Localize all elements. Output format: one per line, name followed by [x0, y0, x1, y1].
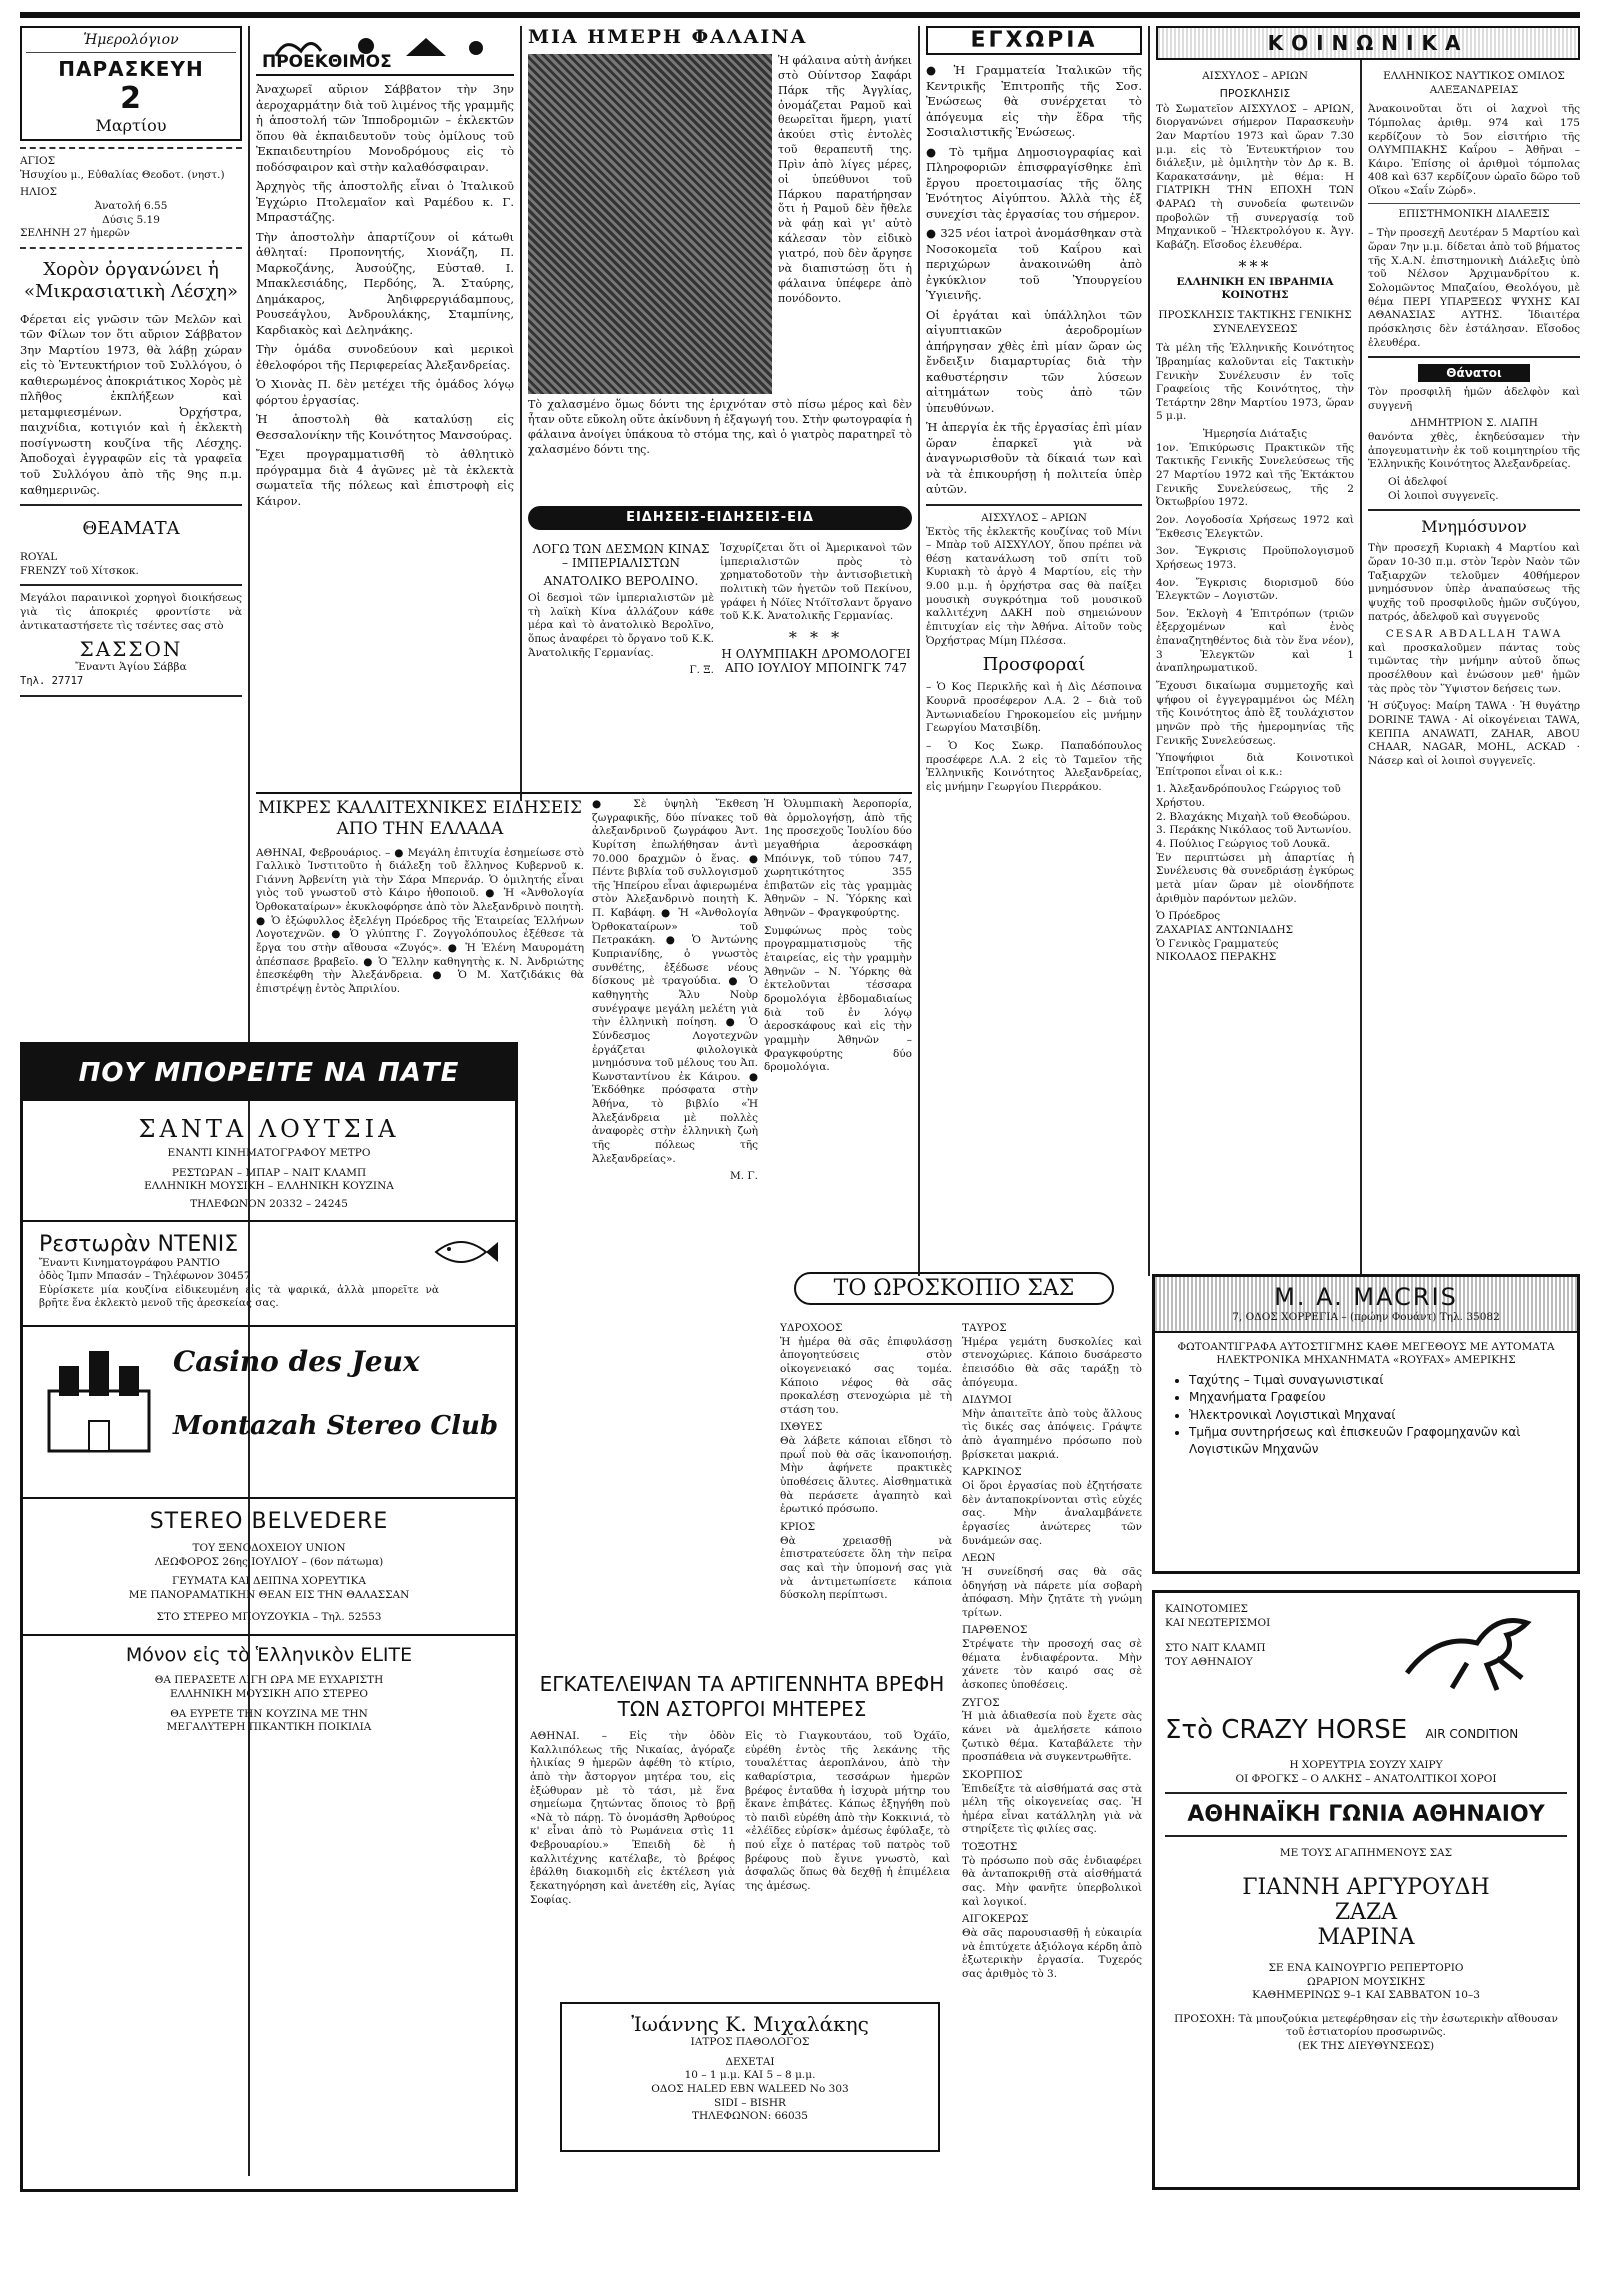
koinonika-title: ΚΟΙΝΩΝΙΚΑ	[1267, 31, 1469, 55]
column-rule	[520, 26, 522, 801]
agenda-list	[1156, 442, 1354, 676]
horoscope-text: Οἱ ὅροι ἐργασίας ποὺ ἐζητήσατε δὲν ἀνταποκρίνονται στὶς εὐχές σας. Μὴν ἀναλαμβάνετε ἐργασίες ἀνώτερες τῶν δυνάμεών σας.	[962, 1480, 1142, 1547]
doctor-ad	[560, 2002, 940, 2152]
athinaiou-l2: ΣΕ ΕΝΑ ΚΑΙΝΟΥΡΓΙΟ ΡΕΠΕΡΤΟΡΙΟ	[1268, 1961, 1464, 1974]
casino-l2: Montazah Stereo Club	[173, 1411, 499, 1442]
theama-title: ΘΕΑΜΑΤΑ	[82, 518, 180, 540]
horoscope-text: Θὰ σᾶς παρουσιασθῇ ἡ εὐκαιρία νὰ ἐπιτύχετε ἀξιόλογα κέρδη ἀπὸ ἐξωτερικὴν ἐργασία. Τυχερός σας ἀριθμὸς τὸ 3.	[962, 1926, 1142, 1980]
egxoria-title: ΕΓΧΩΡΙΑ	[926, 26, 1142, 55]
sasson-phone: Τηλ. 27717	[20, 674, 84, 687]
horoscope-sign: ΠΑΡΘΕΝΟΣ	[962, 1624, 1028, 1637]
santa-l2: ΡΕΣΤΩΡΑΝ – ΜΠΑΡ – ΝΑΙΤ ΚΛΑΜΠ	[171, 1166, 367, 1179]
horoscope-col1	[780, 1322, 952, 1662]
vrefi-c1: ΑΘΗΝΑΙ. – Εἰς τὴν ὁδὸν Καλλιπόλεως τῆς Νικαίας, ἀγόραζε ἡλικίας 9 ἡμερῶν ἀφέθη τὸ κτίριο, ἀπὸ τὴν ἄστοργον μητέρα του, εἰς ἐξώθυραν μὲ τὸ τάσι, μὲ ἕνα σημείωμα ζητώντας ὅποιος τὸ βρῇ «Νὰ τὸ πάρῃ. Τὸ ὀνομάσθη Ἀρθούρος κ' εἶναι ἀπὸ τὸ Ρωμάνεια στὶς 11 Φεβρουαρίου.» Ἐπειδὴ δὲ ἡ καλλιτέχνης κατέλαβε, τὸ βρέφος ἐβάλθη διακομιδὴ εἰς ἐκτέλεση γιὰ ξεκατηγόρηση καὶ ἀνετέθη εἰς, Ἀγίας Σοφίας.	[530, 1730, 735, 1906]
vrefi-c2: Εἰς τὸ Γιαγκουτάου, τοῦ Ὀχάϊο, εὑρέθη ἐντὸς τῆς λεκάνης τῆς τουαλέττας ἀεροπλάνου, ἀπὸ τὴν καθαρίστρια, τεσσάρων ἡμερῶν βρέφος ἐνταῦθα ἡ ἰσχυρὰ μήτηρ του ἔκανε ἐπιβάτες. Κάπως ἐξηγήθη ποὺ τὸ παιδὶ εὑρέθη ἀπὸ τὴν Κοκκινιά, τὸ «ἐλέϊδες εὑρίσκ» ἀμέσως ἐφύλαξε, τὸ πού εἶχε ὁ πατέρας τοῦ πατρὸς τοῦ βρέφους ποὺ ἔγινε γνωστὸ, καὶ ἀσφαλῶς ὅπως θὰ δεχθῇ ἡ ἐπιμέλεια της ἀμέσως.	[745, 1730, 950, 1893]
eidiseis-banner	[528, 506, 912, 534]
pou-banner: ΠΟΥ ΜΠΟΡΕΙΤΕ ΝΑ ΠΑΤΕ	[23, 1045, 515, 1101]
candidate-item: 2. Βλαχάκης Μιχαὴλ τοῦ Θεοδώρου.	[1156, 810, 1351, 823]
mikres-c2: ● Σὲ ὑψηλὴ Ἔκθεση ζωγραφικῆς, δύο πίνακες τοῦ ἀλεξανδρινοῦ ζωγράφου Ἀντ. Κυρίτση ἐπωλήθησαν ἀντὶ 70.000 δραχμῶν ὁ ἕνας. ● Πέντε βιβλία τοῦ συλλογισμοῦ τῆς Ἡπείρου εἶναι ἀφιερωμένα στὸν Ἀλεξανδρινὸ ποιητὴ Κ. Π. Καβάφη. ● Ἡ «Ἀνθολογία Ὀρθοκαταίρων» τοῦ Πετρακάκη. ● Ὁ Ἀντώνης Κυπριανίδης, ὁ γνωστὸς συνθέτης, ἐξέδωσε νέους δίσκους μὲ τραγούδια. ● Ὁ καθηγητὴς Ἄλυ Νοὺρ συνέγραψε μεγάλη μελέτη γιὰ τὴν ἐλληνικὴ ποίηση. ● Ὁ Σύνδεσμος Λογοτεχνῶν ἐργάζεται φιλολογικὰ μνημόσυνα τοῦ μέλους του Ἀπ. Κωνσταντίνου ἐκ Κάιρου. ● Ἐκδόθηκε πρόσφατα στὴν Ἀθήνα, τὸ βιβλίο «Ἡ Ἀλεξάνδρεια μὲ πολλὲς ἀναφορὲς στὴν ἑλληνικὴ ζωὴ τῆς πόλεως τῆς Ἀλεξανδρείας».	[592, 798, 758, 1165]
doctor-l4: SIDI – BISHR	[714, 2096, 786, 2109]
candidate-item: 4. Πούλιος Γεώργιος τοῦ Λουκᾶ.	[1156, 838, 1331, 851]
horoscope-text: Στρέψατε τὴν προσοχή σας σὲ θέματα ἐνδιαφέροντα. Μὴν χάνετε τὸν καιρό σας σὲ ἀσκοπες ὑποθέσεις.	[962, 1638, 1142, 1692]
sig2-role: Ὁ Γενικὸς Γραμματεύς	[1156, 937, 1279, 950]
macris-item: • Μηχανήματα Γραφείου	[1189, 1389, 1565, 1406]
prosfores-p2: – Ὁ Κος Σωκρ. Παπαδόπουλος προσέφερε Λ.Α. 2 εἰς τὸ Ταμεῖον τῆς Ἑλληνικῆς Κοινότητος Ἀλεξανδρείας, εἰς μνήμην Γεωργίου Πιερράκου.	[926, 739, 1142, 793]
calendar-day: ΠΑΡΑΣΚΕΥΗ	[58, 57, 204, 81]
top-rule	[20, 12, 1580, 18]
athinaiou-l1: ΜΕ ΤΟΥΣ ΑΓΑΠΗΜΕΝΟΥΣ ΣΑΣ	[1279, 1847, 1453, 1860]
proekt-title: ΠΡΟΕΚΘΙΜΟΣ	[262, 52, 392, 72]
horoscope-text: Ἡμέρα γεμάτη δυσκολίες καὶ στενοχώριες. Κάποιο δυσάρεστο ἐπεισόδιο θὰ σᾶς ταράξῃ τὸ ἀπόγευμα.	[962, 1335, 1142, 1389]
horoscope-text: Θὰ λάβετε κάποιαι εἴδησι τὸ πρωΐ ποὺ θὰ σᾶς ἱκανοποιήσῃ. Μὴν ἀφήνετε πρακτικὲς ὑποθέσεις ἄλυτες. Αἰσθηματικὰ θὰ περάσετε ἀγαπητὸ καὶ ἐρωτικό πρόσωπο.	[780, 1435, 952, 1516]
whale-story	[528, 26, 912, 496]
sasson-address: Ἔναντι Ἁγίου Σάββα	[75, 661, 187, 674]
macris-title: M. A. MACRIS	[1274, 1283, 1458, 1311]
whale-photo	[528, 54, 772, 394]
macris-item: • Ταχύτης – Τιμαὶ συναγωνιστικαί	[1189, 1372, 1565, 1389]
horoscope-sign: ΚΡΙΟΣ	[780, 1520, 816, 1533]
ibrahimia-closing: Ἐν περιπτώσει μὴ ἀπαρτίας ἡ Συνέλευσις θὰ συνεδριάσῃ ἐγκύρως μετὰ μίαν ὥραν μὲ οἱονδήποτε ἀριθμὸν παρόντων μελῶν.	[1156, 851, 1354, 905]
eidiseis-banner-text: ΕΙΔΗΣΕΙΣ-ΕΙΔΗΣΕΙΣ-ΕΙΔ	[528, 506, 912, 530]
candidate-item: 1. Ἀλεξανδρόπουλος Γεώργιος τοῦ Χρήστου.	[1156, 783, 1341, 810]
sun-label: ΗΛΙΟΣ	[20, 186, 57, 199]
proekt-p4: Τὴν ὁμάδα συνοδεύουν καὶ μερικοὶ ἐθελοφόροι τῆς Περιφερείας Ἀλεξανδρείας.	[256, 342, 514, 372]
mikres-title: ΜΙΚΡΕΣ ΚΑΛΛΙΤΕΧΝΙΚΕΣ ΕΙΔΗΣΕΙΣ ΑΠΟ ΤΗΝ ΕΛΛΑΔΑ	[258, 798, 582, 840]
horoscope-sign: ΤΑΥΡΟΣ	[962, 1322, 1007, 1334]
sunrise: Ἀνατολή 6.55	[94, 199, 168, 212]
santa-phone: ΤΗΛΕΦΩΝΟΝ 20332 – 24245	[190, 1197, 348, 1210]
column-proektismos	[256, 26, 514, 786]
olympic-body	[764, 798, 912, 1268]
belvedere-l5: ΣΤΟ ΣΤΕΡΕΟ ΜΠΟΥΖΟΥΚΙΑ – Τηλ. 52553	[156, 1610, 382, 1623]
crazy-l3: ΣΤΟ ΝΑΙΤ ΚΛΑΜΠ	[1165, 1642, 1266, 1655]
aisxylos1-body: Τὸ Σωματεῖον ΑΙΣΧΥΛΟΣ – ΑΡΙΩΝ, διοργανώνει σήμερον Παρασκευὴν 2αν Μαρτίου 1973 καὶ ὥραν 7.30 μ.μ. εἰς τὸ Ἐντευκτήριον του διάλεξιν, μὲ ὁμιλητὴν τὸν Δρ κ. Β. Καρακατσάνην, μὲ θέμα: Η ΓΙΑΤΡΙΚΗ ΤΗΝ ΕΠΟΧΗ ΤΩΝ ΦΑΡΑΩ τὴ συνοδεία φωτεινῶν προβολῶν τῇ συνεργασίᾳ τοῦ Μηχανικοῦ – Ἠλεκτρολόγου κ. Ἀγγ. Καβάζη. Εἴσοδος ἐλευθέρα.	[1156, 102, 1354, 252]
pou-ad-block	[20, 1042, 518, 2192]
horoscope-sign: ΑΙΓΟΚΕΡΩΣ	[962, 1913, 1029, 1926]
column-calendar	[20, 26, 242, 1046]
egxoria-p4: Οἱ ἐργάται καὶ ὑπάλληλοι τῶν αἰγυπτιακῶν ἀεροδρομίων ἀπήργησαν χθὲς ἐπὶ μίαν ὥραν ὡς ἔνδειξιν διαμαρτυρίας διὰ τὴν καθυστέρησιν τῶν λύσεων αἰτημάτων τοὺς ἀπὸ τῶν ὑπευθύνων.	[926, 307, 1142, 415]
koinonika-banner	[1156, 26, 1580, 66]
nautikos-body: Ἀνακοινοῦται ὅτι οἱ λαχνοὶ τῆς Τόμπολας ἀριθμ. 974 καὶ 175 κερδίζουν τὸ 5ον εἰσιτήριο τῆς ΟΛΥΜΠΙΑΚΗΣ Καΐρου – Ἀθῆναι – Κάιρο. Ἐπίσης οἱ ἀριθμοὶ τόμπολας 408 καὶ 637 κερδίζουν ὡραῖο δῶρο τοῦ Οἴκου «Σαΐν Ζώρδ».	[1368, 103, 1580, 198]
theama-film: FRENZY τοῦ Χίτσκοκ.	[20, 564, 139, 577]
column-ibrahimia: ΑΙΣΧΥΛΟΣ – ΑΡΙΩΝ ΠΡΟΣΚΛΗΣΙΣ Τὸ Σωματεῖον ΑΙΣΧΥΛΟΣ – ΑΡΙΩΝ, διοργανώνει σήμερον Παρασκευὴν 2αν Μαρτίου 1973 καὶ ὥραν 7.30 μ.μ. εἰς τὸ Ἐντευκτήριον του διάλεξιν, μὲ ὁμιλητὴν τὸν Δρ κ. Β. Καρακατσάνην, μὲ θέμα: Η ΓΙΑΤΡΙΚΗ ΤΗΝ ΕΠΟΧΗ ΤΩΝ ΦΑΡΑΩ τὴ συνοδεία φωτεινῶν προβολῶν τῇ συνεργασίᾳ τοῦ Μηχανικοῦ – Ἠλεκτρολόγου κ. Ἀγγ. Καβάζη. Εἴσοδος ἐλευθέρα. *** ΕΛΛΗΝΙΚΗ ΕΝ ΙΒΡΑΗΜΙΑ ΚΟΙΝΟΤΗΣ ΠΡΟΣΚΛΗΣΙΣ ΤΑΚΤΙΚΗΣ ΓΕΝΙΚΗΣ ΣΥΝΕΛΕΥΣΕΩΣ Τὰ μέλη τῆς Ἑλληνικῆς Κοινότητος Ἰβραημίας καλοῦνται εἰς Τακτικὴν Γενικὴν Συνέλευσιν ἐν τοῖς Γραφείοις τῆς Κοινότητος, τὴν Τετάρτην 28ην Μαρτίου 1973, ὥραν 5 μ.μ. Ἡμερησία Διάταξις 1ον. Ἐπικύρωσις Πρακτικῶν τῆς Τακτικῆς Γενικῆς Συνελεύσεως τῆς 27 Μαρτίου 1972 καὶ τῆς Ἐκτάκτου Γενικῆς Συνελεύσεως, τῆς 2 Ὀκτωβρίου 1972. 2ον. Λογοδοσία Χρήσεως 1972 καὶ Ἔκθεσις Ἐλεγκτῶν. 3ον. Ἔγκρισις Προϋπολογισμοῦ Χρήσεως 1973. 4ον. Ἔγκρισις διορισμοῦ δύο Ἐλεγκτῶν – Λογιστῶν. 5ον. Ἐκλογὴ 4 Ἐπιτρόπων (τριῶν ἐξερχομένων καὶ ἑνὸς ἐπαναζητηθέντος διὰ τὸν ἕνα νέον), 3 Ἐλεγκτῶν καὶ 1 ἀναπληρωματικοῦ. Ἔχουσι δικαίωμα συμμετοχῆς καὶ ψήφου οἱ ἐγγεγραμμένοι ὡς Μέλη τῆς Κοινότητος ἀπὸ ἓξ τουλάχιστον μηνῶν πρὸ τῆς ἡμερομηνίας τῆς Γενικῆς Συνελεύσεως. Ὑποψήφιοι διὰ Κοινοτικοὶ Ἐπίτροποι εἶναι οἱ κ.κ.: 1. Ἀλεξανδρόπουλος Γεώργιος τοῦ Χρήστου. 2. Βλαχάκης Μιχαὴλ τοῦ Θεοδώρου. 3. Περάκης Νικόλαος τοῦ Ἀντωνίου. 4. Πούλιος Γεώργιος τοῦ Λουκᾶ. Ἐν περιπτώσει μὴ ἀπαρτίας ἡ Συνέλευσις θὰ συνεδριάσῃ ἐγκύρως μετὰ μίαν ὥραν μὲ οἱονδήποτε ἀριθμὸν παρόντων μελῶν. Ὁ Πρόεδρος ΖΑΧΑΡΙΑΣ ΑΝΤΩΝΙΑΔΗΣ Ὁ Γενικὸς Γραμματεύς ΝΙΚΟΛΑΟΣ ΠΕΡΑΚΗΣ	[1156, 70, 1354, 964]
egxoria-p3: ● 325 νέοι ἰατροὶ ἀνομάσθηκαν στὰ Νοσοκομεῖα τοῦ Καΐρου καὶ περιχώρων ἀνακοινώθη ἀπὸ ἐγκύκλιον τοῦ Ὑπουργείου Ὑγιεινῆς.	[926, 226, 1142, 303]
fish-icon	[431, 1232, 501, 1272]
death-name: ΔΗΜΗΤΡΙΟΝ Σ. ΛΙΑΠΗ	[1410, 417, 1538, 430]
aisxylos2-header: ΑΙΣΧΥΛΟΣ – ΑΡΙΩΝ	[981, 511, 1087, 524]
macris-ad	[1152, 1274, 1580, 1574]
ibrahimia-title: ΕΛΛΗΝΙΚΗ ΕΝ ΙΒΡΑΗΜΙΑ ΚΟΙΝΟΤΗΣ	[1176, 275, 1334, 302]
horoscope-sign: ΛΕΩΝ	[962, 1552, 996, 1565]
horoscope-sign: ΣΚΟΡΠΙΟΣ	[962, 1768, 1023, 1781]
proekt-p7: Ἔχει προγραμματισθῆ τὸ ἀθλητικὸ πρόγραμμα διὰ 4 ἀγῶνες μὲ τὰ ἐκλεκτὰ σωματεῖα τῆς πόλεως καὶ ἐπιστροφὴ εἰς Κάιρον.	[256, 447, 514, 508]
athinaiou-n1: ΓΙΑΝΝΗ ΑΡΓΥΡΟΥΔΗ	[1242, 1874, 1490, 1900]
crazy-l4: ΤΟΥ ΑΘΗΝΑΙΟΥ	[1165, 1655, 1253, 1668]
aisxylos2-body: Ἑκτὸς τῆς ἐκλεκτῆς κουζίνας τοῦ Μίνι – Μπὰρ τοῦ ΑΙΣΧΥΛΟΥ, ὅπου πρέπει νὰ θέσῃ κατανάλωση τοῦ σπίτι τοῦ Κυριακὴ τὸ ἀργὸ 4 Μαρτίου, εἰς τὴν 9.00 μ.μ. ἡ ὀρχήστρα σας θὰ παίξει μουσικὴ συγκρότημα τοῦ μουσικοῦ καλλιτέχνη ΔΑΚΗ ποὺ σημειώνουν ἐπιτυχίαν εἰς τὴν Ἀθήνα. Αἰτοῦν τοὺς Ὀρχήστρας Μίμη Πλέσσα.	[926, 525, 1142, 647]
macris-items	[1167, 1372, 1565, 1459]
elite-l3: ΘΑ ΕΥΡΕΤΕ ΤΗΝ ΚΟΥΖΙΝΑ ΜΕ ΤΗΝ	[170, 1707, 368, 1720]
calendar-month: Μαρτίου	[95, 116, 167, 135]
dennis-l3: Εὑρίσκετε μία κουζίνα εἰδικευμένη εἰς τὰ ψαρικά, ἀλλὰ μπορεῖτε νὰ βρῆτε ἕνα ἐκλεκτὸ μενοῦ τῆς ἀρεσκείας σας.	[39, 1283, 439, 1310]
agenda-title: Ἡμερησία Διάταξις	[1202, 428, 1308, 441]
vrefi-story	[530, 1672, 954, 1972]
egxoria-p1: ● Ἡ Γραμματεία Ἰταλικῶν τῆς Κεντρικῆς Ἐπιτροπῆς τῆς Σοσ. Ἐνώσεως θὰ συνέρχεται τὸ ἀπόγευμα εἰς τὴν ἕδρα τῆς Σοσιαλιστικῆς Ἐνώσεως.	[926, 63, 1142, 140]
belvedere-ad	[23, 1499, 515, 1636]
theama-venue: ROYAL	[20, 551, 58, 564]
horse-icon	[1387, 1603, 1567, 1693]
ibrahimia-body: Τὰ μέλη τῆς Ἑλληνικῆς Κοινότητος Ἰβραημίας καλοῦνται εἰς Τακτικὴν Γενικὴν Συνέλευσιν ἐν τοῖς Γραφείοις τῆς Κοινότητος, τὴν Τετάρτην 28ην Μαρτίου 1973, ὥραν 5 μ.μ.	[1156, 342, 1354, 423]
elite-title: Μόνον εἰς τὸ Ἑλληνικὸν ELITE	[125, 1644, 413, 1667]
calendar-title: Ἡμερολόγιον	[83, 32, 179, 48]
doctor-name: Ἰωάννης Κ. Μιχαλάκης	[631, 2012, 869, 2036]
horoscope-text: Τὸ πρόσωπο ποὺ σᾶς ἐνδιαφέρει θὰ ἀνταποκριθῇ στὰ αἰσθήματά σας. Μὴν φανῆτε ὑπερβολικοὶ καὶ λογικοί.	[962, 1854, 1142, 1908]
doctor-l2: 10 – 1 μ.μ. ΚΑΙ 5 – 8 μ.μ.	[684, 2069, 816, 2082]
athinaiou-l5: ΠΡΟΣΟΧΗ: Τὰ μπουζούκια μετεφέρθησαν εἰς τὴν ἐσωτερικὴν αἴθουσαν τοῦ ἑστιατορίου προσωρινῶς.	[1174, 2012, 1558, 2039]
athinaiou-n3: ΜΑΡΙΝΑ	[1317, 1924, 1415, 1950]
proekt-p6: Ἡ ἀποστολὴ θὰ καταλύσῃ εἰς Θεσσαλονίκην τῆς Κοινότητος Μανσούρας.	[256, 412, 514, 442]
egxoria-p2: ● Τὸ τμῆμα Δημοσιογραφίας καὶ Πληροφοριῶν ἐπισφραγίσθηκε ἐπὶ ἔργου προετοιμασίας τῆς ὅλης Ἑνότητος Αἰγύπτου. Ἀλλὰ τὴς ἐξ συνεχίσι τὰς ἐργασίας του σήμερον.	[926, 144, 1142, 221]
horoscope-sign: ΤΟΞΟΤΗΣ	[962, 1841, 1018, 1854]
saint-names: Ἡσυχίου μ., Εὐθαλίας Θεοδοτ. (νηστ.)	[20, 168, 225, 181]
eidiseis-p2: Ἰσχυρίζεται ὅτι οἱ Ἀμερικανοὶ τῶν ἰμπεριαλιστῶν πρὸς τὸ χρηματοδοτοῦν τὴν ἀντισοβιετικὴ πολιτικὴ τῶν ἡγετῶν τοῦ Πεκίνου, γράφει ἡ Νόϊες Ντόϊτσλαντ ὄργανο τοῦ Κ.Κ. Ἀνατολικῆς Γερμανίας.	[720, 542, 912, 623]
proekt-p3: Τὴν ἀποστολὴν ἀπαρτίζουν οἱ κάτωθι ἀθληταί: Προπονητής, Χιονάζη, Π. Μαρκοζάνης, Ἀυσούζης, Εὐσταθ. Ι. Μπακλεσιάδης, Περδόης, Ἄ. Σταύρης, Δημάκαρος, Ἀηδιφρεργιάδαμπους, Ρουσεάγλου, Ἀνδρουλάκης, Σταμπίνης, Καρδιακὸς καὶ Δεληνάκης.	[256, 229, 514, 337]
prosfores-p1: – Ὁ Κος Περικλῆς καὶ ἡ Δὶς Δέσποινα Κουρνᾶ προσέφερον Λ.Α. 2 – διὰ τοῦ Ἀντωνιαδείου Γηροκομείου εἰς μνήμην Γεωργίου Ματσιβίδη.	[926, 681, 1142, 735]
athinaiou-l3: ΩΡΑΡΙΟΝ ΜΟΥΣΙΚΗΣ	[1307, 1975, 1425, 1988]
column-social	[1368, 70, 1580, 1270]
sig2-name: ΝΙΚΟΛΑΟΣ ΠΕΡΑΚΗΣ	[1156, 951, 1277, 964]
horoscope-text: Ἡ συνείδησή σας θὰ σᾶς ὁδηγήσῃ νὰ πάρετε μία σοβαρὴ ἀπόφαση. Μὴν ζητᾶτε τὴ γνώμη τρίτων.	[962, 1565, 1142, 1619]
horoscope-sign: ΔΙΔΥΜΟΙ	[962, 1394, 1012, 1407]
athinaiou-l6: (ΕΚ ΤΗΣ ΔΙΕΥΘΥΝΣΕΩΣ)	[1297, 2040, 1435, 2053]
santa-l1: ΕΝΑΝΤΙ ΚΙΝΗΜΑΤΟΓΡΑΦΟΥ ΜΕΤΡΟ	[167, 1147, 371, 1159]
belvedere-title: STEREO BELVEDERE	[149, 1509, 389, 1535]
eidiseis-p1: Οἱ δεσμοὶ τῶν ἰμπεριαλιστῶν μὲ τὴ λαϊκὴ Κίνα ἀλλάζουν κάθε μέρα καὶ τὸ ἀνατολικὸ Βερολῖνο, ὅπως ἀναφέρει τὸ ὄργανο τοῦ Κ.Κ. Ἀνατολικῆς Γερμανίας.	[528, 592, 714, 659]
dance-body: Φέρεται εἰς γνῶσιν τῶν Μελῶν καὶ τῶν Φίλων τον ὅτι αὔριον Σάββατον 3ην Μαρτίου 1973, θὰ λάβῃ χώραν εἰς τὸ Ἐντευκτήριον τοῦ Συλλόγου, ὁ καθιερωμένος ἀποκριάτικος Χορὸς μὲ πλῆθος ἐκπλήξεων καὶ μεταμφιεσμένων. Ὀρχήστρα, παιχνίδια, κοτιγιόν καὶ ἡ ἐκλεκτὴ ποσίγνωστη κουζίνα τῆς Λέσχης. Ἀποδοχαὶ ἐγγραφῶν εἰς τὰ γραφεῖα τοῦ Συλλόγου ἀπὸ τῆς 9ης π.μ. καθημερινῶς.	[20, 311, 242, 497]
horoscope-sign: ΖΥΓΟΣ	[962, 1696, 1000, 1709]
mikres-c1: ΑΘΗΝΑΙ, Φεβρουάριος. – ● Μεγάλη ἐπιτυχία ἐσημείωσε στὸ Γαλλικὸ Ἰνστιτοῦτο ἡ διάλεξη τοῦ ἔλληνος Κυβερνοῦ κ. Γιάννη Ἀρβενίτη γιὰ τὴν Σάρα Μπερνάρ. Ὁ ὁμιλητής εἶναι γιὸς τοῦ γνωστοῦ στὸ Κάιρο ἠθοποιοῦ. ● Ἡ «Ἀνθολογία Ὀρθοκαταίρων» ἐκυκλοφόρησε ἀπὸ τὸν Ἀλεξανδρινὸ ποιητὴ. ● Ὁ ἐξώφυλλος ἐξελέγη Πρόεδρος τῆς Ἑταιρείας Ἑλλήνων Λογοτεχνῶν. ● Ὁ γλύπτης Γ. Ζογγολόπουλος ἐξέθεσε τὰ ἔργα του στὴν αἴθουσα «Ζυγός». ● Ἡ Ἑλένη Μαυρομάτη ἀπέσπασε βραβεῖο. ● Ὁ Ἔλλην καθηγητὴς κ. Ν. Ἀνδριώτης ἐπεσκέφθη τὴν Ἀλεξάνδρεια. ● Ὁ Μ. Χατζιδάκις θὰ ἐπιστρέψῃ ἐντὸς Ἀπριλίου.	[256, 846, 584, 995]
dennis-ad	[23, 1222, 515, 1328]
olympic-p2: Συμφώνως πρὸς τοὺς προγραμματισμοὺς τῆς ἑταιρείας, εἰς τὴν γραμμὴν Ἀθηνῶν – Ν. Ὑόρκης θὰ ἐκτελοῦνται τέσσαρα δρομολόγια ἑβδομαδιαίως διὰ τοῦ ἐν λόγῳ ἀεροσκάφους καὶ εἰς τὴν γραμμὴν Ἀθηνῶν – Φραγκφούρτης δύο δρομολόγια.	[764, 924, 912, 1074]
eidiseis-h2: ΑΝΑΤΟΛΙΚΟ ΒΕΡΟΛΙΝΟ.	[543, 574, 699, 588]
santa-title: ΣΑΝΤΑ ΛΟΥΤΣΙΑ	[138, 1115, 400, 1143]
dennis-l2: ὁδὸς Ἰμπν Μπασάν – Τηλέφωνον 30457	[39, 1270, 251, 1283]
egxoria-p5: Ἡ ἀπεργία ἐκ τῆς ἐργασίας ἐπὶ μίαν ὥραν ἐπαρκεῖ γιὰ νὰ ἀναγνωρισθοῦν τὰ δίκαιά των καὶ νὰ τὰ ἐπικουρήσῃ ἡ πολιτεία ὑπὲρ αὐτῶν.	[926, 420, 1142, 497]
diaks-body: – Τὴν προσεχῆ Δευτέραν 5 Μαρτίου καὶ ὥραν 7ην μ.μ. δίδεται ἀπὸ τοῦ βήματος τῆς Χ.Α.Ν. ἐπιστημονικὴ Διάλεξις ὑπὸ τοῦ Νέλσον Ἀρχιμανδρίτου κ. Σολομῶντος Μπαζαίου, Θεολόγου, μὲ θέμα ΠΕΡΙ ΥΠΑΡΞΕΩΣ ΨΥΧΗΣ ΚΑΙ ΑΘΑΝΑΣΙΑΣ ΑΥΤΗΣ. Ἰδιαιτέρα πρόσκλησις δὲν ἐστάλησαν. Εἴσοδος ἐλευθέρα.	[1368, 227, 1580, 349]
sig1-name: ΖΑΧΑΡΙΑΣ ΑΝΤΩΝΙΑΔΗΣ	[1156, 923, 1294, 936]
death-body2: θανόντα χθὲς, ἐκηδεύσαμεν τὴν ἀπογευματινὴν ἐκ τοῦ κοιμητηρίου τῆς Ἑλληνικῆς Κοινότητος Ἀλεξανδρείας.	[1368, 431, 1580, 471]
candidate-item: 3. Περάκης Νικόλαος τοῦ Ἀντωνίου.	[1156, 824, 1352, 837]
death-banner: Θάνατοι	[1418, 364, 1530, 382]
moon: ΣΕΛΗΝΗ 27 ἡμερῶν	[20, 227, 130, 240]
casino-l1: Casino des Jeux	[173, 1345, 420, 1379]
horoscope-list-1	[780, 1322, 952, 1603]
diaks-title: ΕΠΙΣΤΗΜΟΝΙΚΗ ΔΙΑΛΕΞΙΣ	[1398, 207, 1550, 220]
crazy-venue-prefix: Στὸ	[1165, 1715, 1213, 1745]
horoscope-header	[774, 1272, 1134, 1312]
athinaiou-title: ΑΘΗΝΑΪΚΗ ΓΩΝΙΑ ΑΘΗΝΑΙΟΥ	[1187, 1802, 1545, 1828]
agenda-item: 4ον. Ἔγκρισις διορισμοῦ δύο Ἐλεγκτῶν – Λογιστῶν.	[1156, 576, 1354, 603]
horoscope-text: Ἡ ἡμέρα θὰ σᾶς ἐπιφυλάσσῃ ἀπογοητεύσεις στὸν οἰκογενειακό σας τομέα. Κάποιο νέφος θὰ σᾶς προκαλέσῃ στενοχώρια μὲ τὴ στάση του.	[780, 1335, 952, 1416]
ibrahimia-cand-title: Ὑποψήφιοι διὰ Κοινοτικοὶ Ἐπίτροποι εἶναι οἱ κ.κ.:	[1156, 752, 1354, 778]
athinaiou-n2: ΖΑΖΑ	[1334, 1899, 1398, 1925]
column-egxoria	[926, 26, 1142, 1266]
crazy-l6: ΟΙ ΦΡΟΓΚΣ – Ο ΑΛΚΗΣ – ΑΝΑΤΟΛΙΤΙΚΟΙ ΧΟΡΟΙ	[1235, 1772, 1497, 1785]
crazy-l2: ΚΑΙ ΝΕΩΤΕΡΙΣΜΟΙ	[1165, 1616, 1271, 1629]
horoscope-title: ΤΟ ΩΡΟΣΚΟΠΙΟ ΣΑΣ	[794, 1272, 1114, 1305]
ibrahimia-sub: ΠΡΟΣΚΛΗΣΙΣ ΤΑΚΤΙΚΗΣ ΓΕΝΙΚΗΣ ΣΥΝΕΛΕΥΣΕΩΣ	[1158, 308, 1352, 335]
eidiseis-china	[528, 542, 714, 787]
elite-ad	[23, 1636, 515, 1743]
death-s2: Οἱ λοιποὶ συγγενεῖς.	[1388, 489, 1499, 502]
doctor-l5: ΤΗΛΕΦΩΝΟΝ: 66035	[692, 2110, 808, 2123]
memorial-title: Μνημόσυνον	[1421, 517, 1527, 537]
whale-title: ΜΙΑ ΗΜΕΡΗ ΦΑΛΑΙΝΑ	[528, 26, 808, 48]
santa-l3: ΕΛΛΗΝΙΚΗ ΜΟΥΣΙΚΗ – ΕΛΛΗΝΙΚΗ ΚΟΥΖΙΝΑ	[144, 1180, 394, 1193]
column-rule	[1360, 26, 1362, 1276]
proekt-p2: Ἀρχηγὸς τῆς ἀποστολῆς εἶναι ὁ Ἰταλικοῦ Ἐγχώριο Πτολεμαῖον καὶ Ραμέδου κ. Γ. Μπραστάζης.	[256, 179, 514, 225]
agenda-item: 2ον. Λογοδοσία Χρήσεως 1972 καὶ Ἔκθεσις Ἐλεγκτῶν.	[1156, 513, 1354, 540]
calendar-box	[20, 26, 242, 141]
sasson-body: Μεγάλοι παραινικοὶ χορηγοὶ διοικήσεως γιὰ τὶς ἀποκριές φροντίστε νὰ ἀντικαταστήσετε τὶς τσέντες σας στὸ	[20, 592, 242, 632]
whale-side: Ἡ φάλαινα αὐτὴ ἀνήκει στὸ Οὐίντσορ Σαφάρι Πάρκ τῆς Ἀγγλίας, ὀνομάζεται Ραμοῦ καὶ θεωρεῖται ἥμερη, γιατί ἀκούει στὶς ἐντολὲς τοῦ θεραπευτῆ της. Πρὶν ἀπὸ λίγες μέρες, οἱ ὑπεύθυνοι τοῦ Πάρκου παρατήρησαν ὅτι ἡ Ραμοῦ δὲν ἤθελε νὰ φάῃ καὶ γι' αὐτὸ κάλεσαν τὸν εἰδικὸ γιατρό, ποὺ δὲν ἄργησε νὰ διαπιστώσῃ ὅτι ἡ φάλαινα ὑπέφερε ἀπὸ πονόδοντο.	[778, 54, 912, 305]
proekt-header	[256, 26, 514, 76]
horoscope-text: Μὴν ἀπαιτεῖτε ἀπὸ τοὺς ἄλλους τὶς δικές σας ἀπόψεις. Γράψτε ἀπὸ ἀγαπημένο πρόσωπο ποὺ βρίσκεται μακριά.	[962, 1407, 1142, 1461]
horoscope-col2	[962, 1322, 1142, 2192]
candidate-list	[1156, 783, 1354, 851]
macris-addr: 7, ΟΔΟΣ ΧΟΡΡΕΓΙΑ – (πρώην Φουάντ) Τηλ. 35082	[1232, 1311, 1500, 1323]
horoscope-list-2	[962, 1322, 1142, 1981]
elite-l2: ΕΛΛΗΝΙΚΗ ΜΟΥΣΙΚΗ ΑΠΟ ΣΤΕΡΕΟ	[170, 1687, 368, 1700]
horoscope-text: Ἡ μιὰ ἀδιαθεσία ποὺ ἔχετε σὰς κάνει νὰ ἀμελήσετε κάποιο ζωτικὸ θέμα. Καταβάλετε τὴν προσπάθεια νὰ συγκεντρωθῆτε.	[962, 1710, 1142, 1764]
mikres-sig: Μ. Γ.	[729, 1170, 758, 1183]
calendar-date: 2	[120, 81, 142, 116]
memorial-body2: καὶ προσκαλοῦμεν πάντας τοὺς τιμῶντας τὴν μνήμην αὐτοῦ ὅπως προσέλθουν καὶ ἑνώσουν μεθ' ἡμῶν τὰς πρὸς τὸν Ὕψιστον δεήσεις των.	[1368, 641, 1580, 695]
olympic-p1: Ἡ Ὀλυμπιακὴ Ἀεροπορία, θὰ ὁρμολογήσῃ, ἀπὸ τῆς 1ης προσεχοῦς Ἰουλίου δύο μεγαθήρια ἀεροσκάφη Μπόινγκ, τοῦ τύπου 747, χωρητικότητος 355 ἐπιβατῶν εἰς τὰς γραμμὰς Ἀθηνῶν – Ν. Ὑόρκης καὶ Ἀθηνῶν – Φραγκφούρτης.	[764, 798, 912, 920]
casino-ad	[23, 1327, 515, 1499]
memorial-body: Τὴν προσεχῆ Κυριακὴ 4 Μαρτίου καὶ ὥραν 10-30 π.μ. στὸν Ἱερὸν Ναὸν τῶν Ταξιαρχῶν τελοῦμεν 40θήμερον μνημόσυνον ὑπὲρ ἀναπαύσεως τῆς ψυχῆς τοῦ προσφιλοῦς ἡμῶν συζύγου, πατρός, ἀδελφοῦ καὶ συγγενοῦς	[1368, 542, 1580, 623]
dance-title: Χορὸν ὀργανώνει ἡ «Μικρασιατικὴ Λέσχη»	[23, 258, 239, 303]
death-s1: Οἱ ἀδελφοί	[1388, 476, 1448, 489]
saint-label: ΑΓΙΟΣ	[20, 155, 56, 167]
column-rule	[918, 26, 920, 1276]
mikres-rule	[256, 792, 912, 794]
newspaper-page	[20, 12, 1580, 2192]
olympic-title: Η ΟΛΥΜΠΙΑΚΗ ΔΡΟΜΟΛΟΓΕΙ ΑΠΟ ΙΟΥΛΙΟΥ ΜΠΟΙΝΓΚ 747	[721, 646, 911, 675]
crazy-venue: CRAZY HORSE	[1221, 1715, 1408, 1745]
sunset: Δύσις 5.19	[102, 213, 160, 226]
horoscope-text: Ἐπιδείξτε τὰ αἰσθήματά σας στὰ μέλη τῆς οἰκογενείας σας. Ἡ ἡμέρα εἶναι κατάλληλη γιὰ νὰ στηρίξετε τὶς φιλίες σας.	[962, 1782, 1142, 1836]
proekt-p1: Ἀναχωρεῖ αὔριον Σάββατον τὴν 3ην ἀεροχαρμάτην διὰ τοῦ λιμένος τῆς γραμμῆς ἡ ἀποστολή τῶν Ἱπποδρομιῶν – ἐκλεκτῶν ὅπου θὰ ἐκπαιδευτοῦν τοὺς ὀμίλους τοῦ Ἐκπαιδευτηρίου Μονοδρόμους εἰς τὸ ποδόσφαιρον καὶ στὴν καλαθόσφαιραν.	[256, 82, 514, 174]
athinaiou-ad	[1152, 1590, 1580, 2190]
agenda-item: 5ον. Ἐκλογὴ 4 Ἐπιτρόπων (τριῶν ἐξερχομένων καὶ ἑνὸς ἐπαναζητηθέντος διὰ τὸν ἕνα νέον), 3 Ἐλεγκτῶν καὶ 1 ἀναπληρωματικοῦ.	[1156, 607, 1354, 675]
crazy-l5: Η ΧΟΡΕΥΤΡΙΑ ΣΟΥΖΥ ΧΑΙΡΥ	[1289, 1759, 1443, 1771]
belvedere-l2: ΛΕΩΦΟΡΟΣ 26ης ΙΟΥΛΙΟΥ – (6ον πάτωμα)	[154, 1555, 384, 1568]
eidiseis-sig: Γ. Ξ.	[689, 664, 714, 677]
memorial-name: CESAR ABDALLAH TAWA	[1385, 628, 1563, 641]
horoscope-text: Θὰ χρειασθῇ νὰ ἐπιστρατεύσετε ὅλη τὴν πεῖρα σας καὶ τὴν ὑπομονή σας γιὰ νὰ ἀντιμετωπίσετε κάποια δύσκολη περίπτωσι.	[780, 1534, 952, 1602]
macris-intro: ΦΩΤΟΑΝΤΙΓΡΑΦΑ ΑΥΤΟΣΤΙΓΜΗΣ ΚΑΘΕ ΜΕΓΕΘΟΥΣ ΜΕ ΑΥΤΟΜΑΤΑ ΗΛΕΚΤΡΟΝΙΚΑ ΜΗΧΑΝΗΜΑΤΑ «ROYFAX» ΑΜΕΡΙΚΗΣ	[1177, 1340, 1555, 1367]
crazy-section	[1165, 1603, 1567, 1753]
agenda-item: 1ον. Ἐπικύρωσις Πρακτικῶν τῆς Τακτικῆς Γενικῆς Συνελεύσεως τῆς 27 Μαρτίου 1972 καὶ τῆς Ἐκτάκτου Γενικῆς Συνελεύσεως, τῆς 2 Ὀκτωβρίου 1972.	[1156, 441, 1354, 509]
whale-caption: Τὸ χαλασμένο ὅμως δόντι της ἐριχνόταν στὸ πίσω μέρος καὶ δὲν ἦταν οὔτε εὔκολη οὔτε ἀκίνδυνη ἡ ἐξαγωγή του. Στὴν φωτογραφία ἡ φάλαινα ἀνοίγει ὑπάκουα τὸ στόμα της, καὶ ὁ γιατρὸς παρατηρεῖ τὸ χαλασμένο δόντι της.	[528, 398, 912, 456]
athinaiou-l4: ΚΑΘΗΜΕΡΙΝΩΣ 9–1 ΚΑΙ ΣΑΒΒΑΤΟΝ 10–3	[1252, 1989, 1480, 2002]
mikres-col2	[592, 798, 758, 1268]
horoscope-sign: ΥΔΡΟΧΟΟΣ	[780, 1322, 843, 1334]
doctor-l1: ΔΕΧΕΤΑΙ	[725, 2055, 775, 2068]
aisxylos1-header: ΑΙΣΧΥΛΟΣ – ΑΡΙΩΝ	[1202, 70, 1308, 82]
castle-icon	[39, 1341, 159, 1461]
santa-ad	[23, 1101, 515, 1222]
crazy-air: AIR CONDITION	[1425, 1727, 1519, 1741]
belvedere-l1: ΤΟΥ ΞΕΝΟΔΟΧΕΙΟΥ UNION	[192, 1542, 346, 1555]
nautikos-title: ΕΛΛΗΝΙΚΟΣ ΝΑΥΤΙΚΟΣ ΟΜΙΛΟΣ ΑΛΕΞΑΝΔΡΕΙΑΣ	[1383, 70, 1565, 96]
proekt-p5: Ὁ Χιονὰς Π. δὲν μετέχει τῆς ὁμάδος λόγῳ φόρτου ἐργασίας.	[256, 377, 514, 407]
death-body: Τὸν προσφιλῆ ἡμῶν ἀδελφὸν καὶ συγγενῆ	[1368, 386, 1580, 412]
belvedere-l3: ΓΕΥΜΑΤΑ ΚΑΙ ΔΕΙΠΝΑ ΧΟΡΕΥΤΙΚΑ	[171, 1575, 367, 1588]
column-rule	[1148, 26, 1150, 1276]
eidiseis-h1: ΛΟΓΩ ΤΩΝ ΔΕΣΜΩΝ ΚΙΝΑΣ – ΙΜΠΕΡΙΑΛΙΣΤΩΝ	[532, 542, 710, 570]
agenda-item: 3ον. Ἔγκρισις Προϋπολογισμοῦ Χρήσεως 1973.	[1156, 545, 1354, 571]
aisxylos1-title: ΠΡΟΣΚΛΗΣΙΣ	[1219, 86, 1291, 100]
prosfores-title: Προσφοραί	[982, 654, 1086, 676]
doctor-title: ΙΑΤΡΟΣ ΠΑΘΟΛΟΓΟΣ	[690, 2036, 810, 2048]
memorial-family: Ἡ σύζυγος: Μαίρη TAWA · Ἡ θυγάτηρ DORINE TAWA · Αἱ οἰκογένειαι TAWA, ΚΕΠΠΑ ANAWATI, ZAHAR, ABOU CHAAR, NAGAR, MOHL, ACKAD · Νάσερ καὶ οἱ λοιποὶ συγγενεῖς.	[1368, 700, 1580, 767]
macris-item: • Τμῆμα συντηρήσεως καὶ ἐπισκευῶν Γραφομηχανῶν καὶ Λογιστικῶν Μηχανῶν	[1189, 1424, 1565, 1459]
sig1-role: Ὁ Πρόεδρος	[1156, 910, 1221, 923]
horoscope-sign: ΙΧΘΥΕΣ	[780, 1421, 823, 1434]
crazy-l1: ΚΑΙΝΟΤΟΜΙΕΣ	[1165, 1603, 1248, 1615]
ibrahimia-note: Ἔχουσι δικαίωμα συμμετοχῆς καὶ ψήφου οἱ ἐγγεγραμμένοι ὡς Μέλη τῆς Κοινότητος ἀπὸ ἓξ τουλάχιστον μηνῶν πρὸ τῆς ἡμερομηνίας τῆς Γενικῆς Συνελεύσεως.	[1156, 679, 1354, 747]
elite-l1: ΘΑ ΠΕΡΑΣΕΤΕ ΛΙΓΗ ΩΡΑ ΜΕ ΕΥΧΑΡΙΣΤΗ	[154, 1674, 384, 1687]
belvedere-l4: ΜΕ ΠΑΝΟΡΑΜΑΤΙΚΗΝ ΘΕΑΝ ΕΙΣ ΤΗΝ ΘΑΛΑΣΣΑΝ	[128, 1589, 410, 1602]
eidiseis-second: Ἰσχυρίζεται ὅτι οἱ Ἀμερικανοὶ τῶν ἰμπεριαλιστῶν πρὸς τὸ χρηματοδοτοῦν τὴν ἀντισοβιετικὴ πολιτικὴ τῶν ἡγετῶν τοῦ Πεκίνου, γράφει ἡ Νόϊες Ντόϊτσλαντ ὄργανο τοῦ Κ.Κ. Ἀνατολικῆς Γερμανίας. * * * Η ΟΛΥΜΠΙΑΚΗ ΔΡΟΜΟΛΟΓΕΙ ΑΠΟ ΙΟΥΛΙΟΥ ΜΠΟΙΝΓΚ 747	[720, 542, 912, 675]
dennis-l1: Ἔναντι Κινηματογράφου ΡΑΝΤΙΟ	[39, 1256, 220, 1269]
horoscope-sign: ΚΑΡΚΙΝΟΣ	[962, 1466, 1022, 1479]
sasson-name: ΣΑΣΣΟΝ	[79, 637, 183, 662]
doctor-l3: ΟΔΟΣ HALED EBN WALEED No 303	[651, 2082, 849, 2095]
dennis-title: Ρεστωρὰν ΝΤΕΝΙΣ	[39, 1231, 239, 1257]
elite-l4: ΜΕΓΑΛΥΤΕΡΗ ΠΙΚΑΝΤΙΚΗ ΠΟΙΚΙΛΙΑ	[166, 1721, 372, 1734]
macris-item: • Ἠλεκτρονικαὶ Λογιστικαὶ Μηχαναί	[1189, 1407, 1565, 1424]
vrefi-title: ΕΓΚΑΤΕΛΕΙΨΑΝ ΤΑ ΑΡΤΙΓΕΝΝΗΤΑ ΒΡΕΦΗ ΤΩΝ ΑΣΤΟΡΓΟΙ ΜΗΤΕΡΕΣ	[539, 1672, 945, 1721]
